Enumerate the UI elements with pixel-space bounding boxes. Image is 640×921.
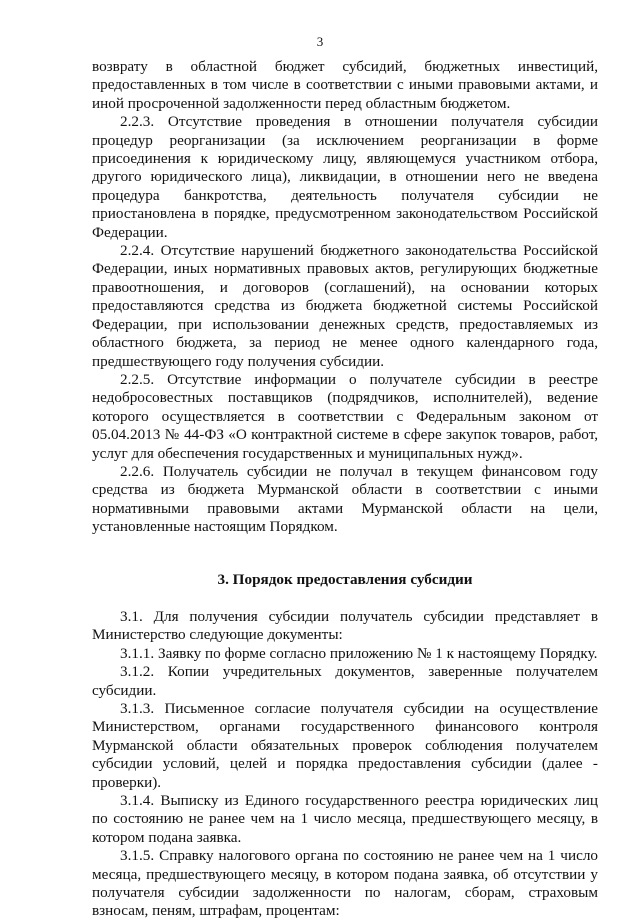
page-number: 3 [316,34,324,49]
document-body [92,58,598,921]
paragraph-3-1-5: 3.1.5. Справку налогового органа по состоянию не ранее чем на 1 число месяца, предшествующего месяцу, в котором подана заявка, об отсутствии у получателя субсидии задолженности по налогам, сборам, страховым взносам, пеням, штрафам, процентам: [92,847,598,920]
paragraph-continuation: возврату в областной бюджет субсидий, бюджетных инвестиций, предоставленных в том числе в соответствии с иными правовыми актами, и иной просроченной задолженности перед областным бюджетом. [92,58,598,112]
paragraph-3-1-2: 3.1.2. Копии учредительных документов, заверенные получателем субсидии. [92,663,598,699]
section-heading: 3. Порядок предоставления субсидии [217,570,473,588]
paragraph-3-1-4: 3.1.4. Выписку из Единого государственного реестра юридических лиц по состоянию не ранее чем на 1 число месяца, предшествующего месяцу, в котором подана заявка. [92,792,598,846]
paragraph-3-1-1: 3.1.1. Заявку по форме согласно приложению № 1 к настоящему Порядку. [120,644,598,662]
paragraph-3-1: 3.1. Для получения субсидии получатель субсидии представляет в Министерство следующие документы: [92,607,598,644]
paragraph-3-1-3: 3.1.3. Письменное согласие получателя субсидии на осуществление Министерством, органами государственного финансового контроля Мурманской области обязательных проверок соблюдения получателем субсидии условий, целей и порядка предоставления субсидии (далее - проверки). [92,700,598,791]
paragraph-2-2-3: 2.2.3. Отсутствие проведения в отношении получателя субсидии процедур реорганизации (за исключением реорганизации в форме присоединения к юридическому лицу, являющемуся участником отбора, другого юридического лица), ликвидации, в отношении него не введена процедура банкротства, деятельность получателя субсидии не приостановлена в порядке, предусмотренном законодательством Российской Федерации. [92,113,598,241]
paragraph-2-2-5: 2.2.5. Отсутствие информации о получателе субсидии в реестре недобросовестных поставщиков (подрядчиков, исполнителей), ведение которого осуществляется в соответствии с Федеральным законом от 05.04.2013 № 44-ФЗ «О контрактной системе в сфере закупок товаров, работ, услуг для обеспечения государственных и муниципальных нужд». [92,370,598,462]
paragraph-2-2-6: 2.2.6. Получатель субсидии не получал в текущем финансовом году средства из бюджета Мурманской области в соответствии с иными нормативными правовыми актами Мурманской области на цели, установленные настоящим Порядком. [92,462,598,536]
paragraph-2-2-4: 2.2.4. Отсутствие нарушений бюджетного законодательства Российской Федерации, иных нормативных правовых актов, регулирующих бюджетные правоотношения, и договоров (соглашений), на основании которых предоставляются средства из бюджета бюджетной системы Российской Федерации, при использовании денежных средств, предоставляемых из областного бюджета, за период не менее одного календарного года, предшествующего году получения субсидии. [92,242,598,370]
